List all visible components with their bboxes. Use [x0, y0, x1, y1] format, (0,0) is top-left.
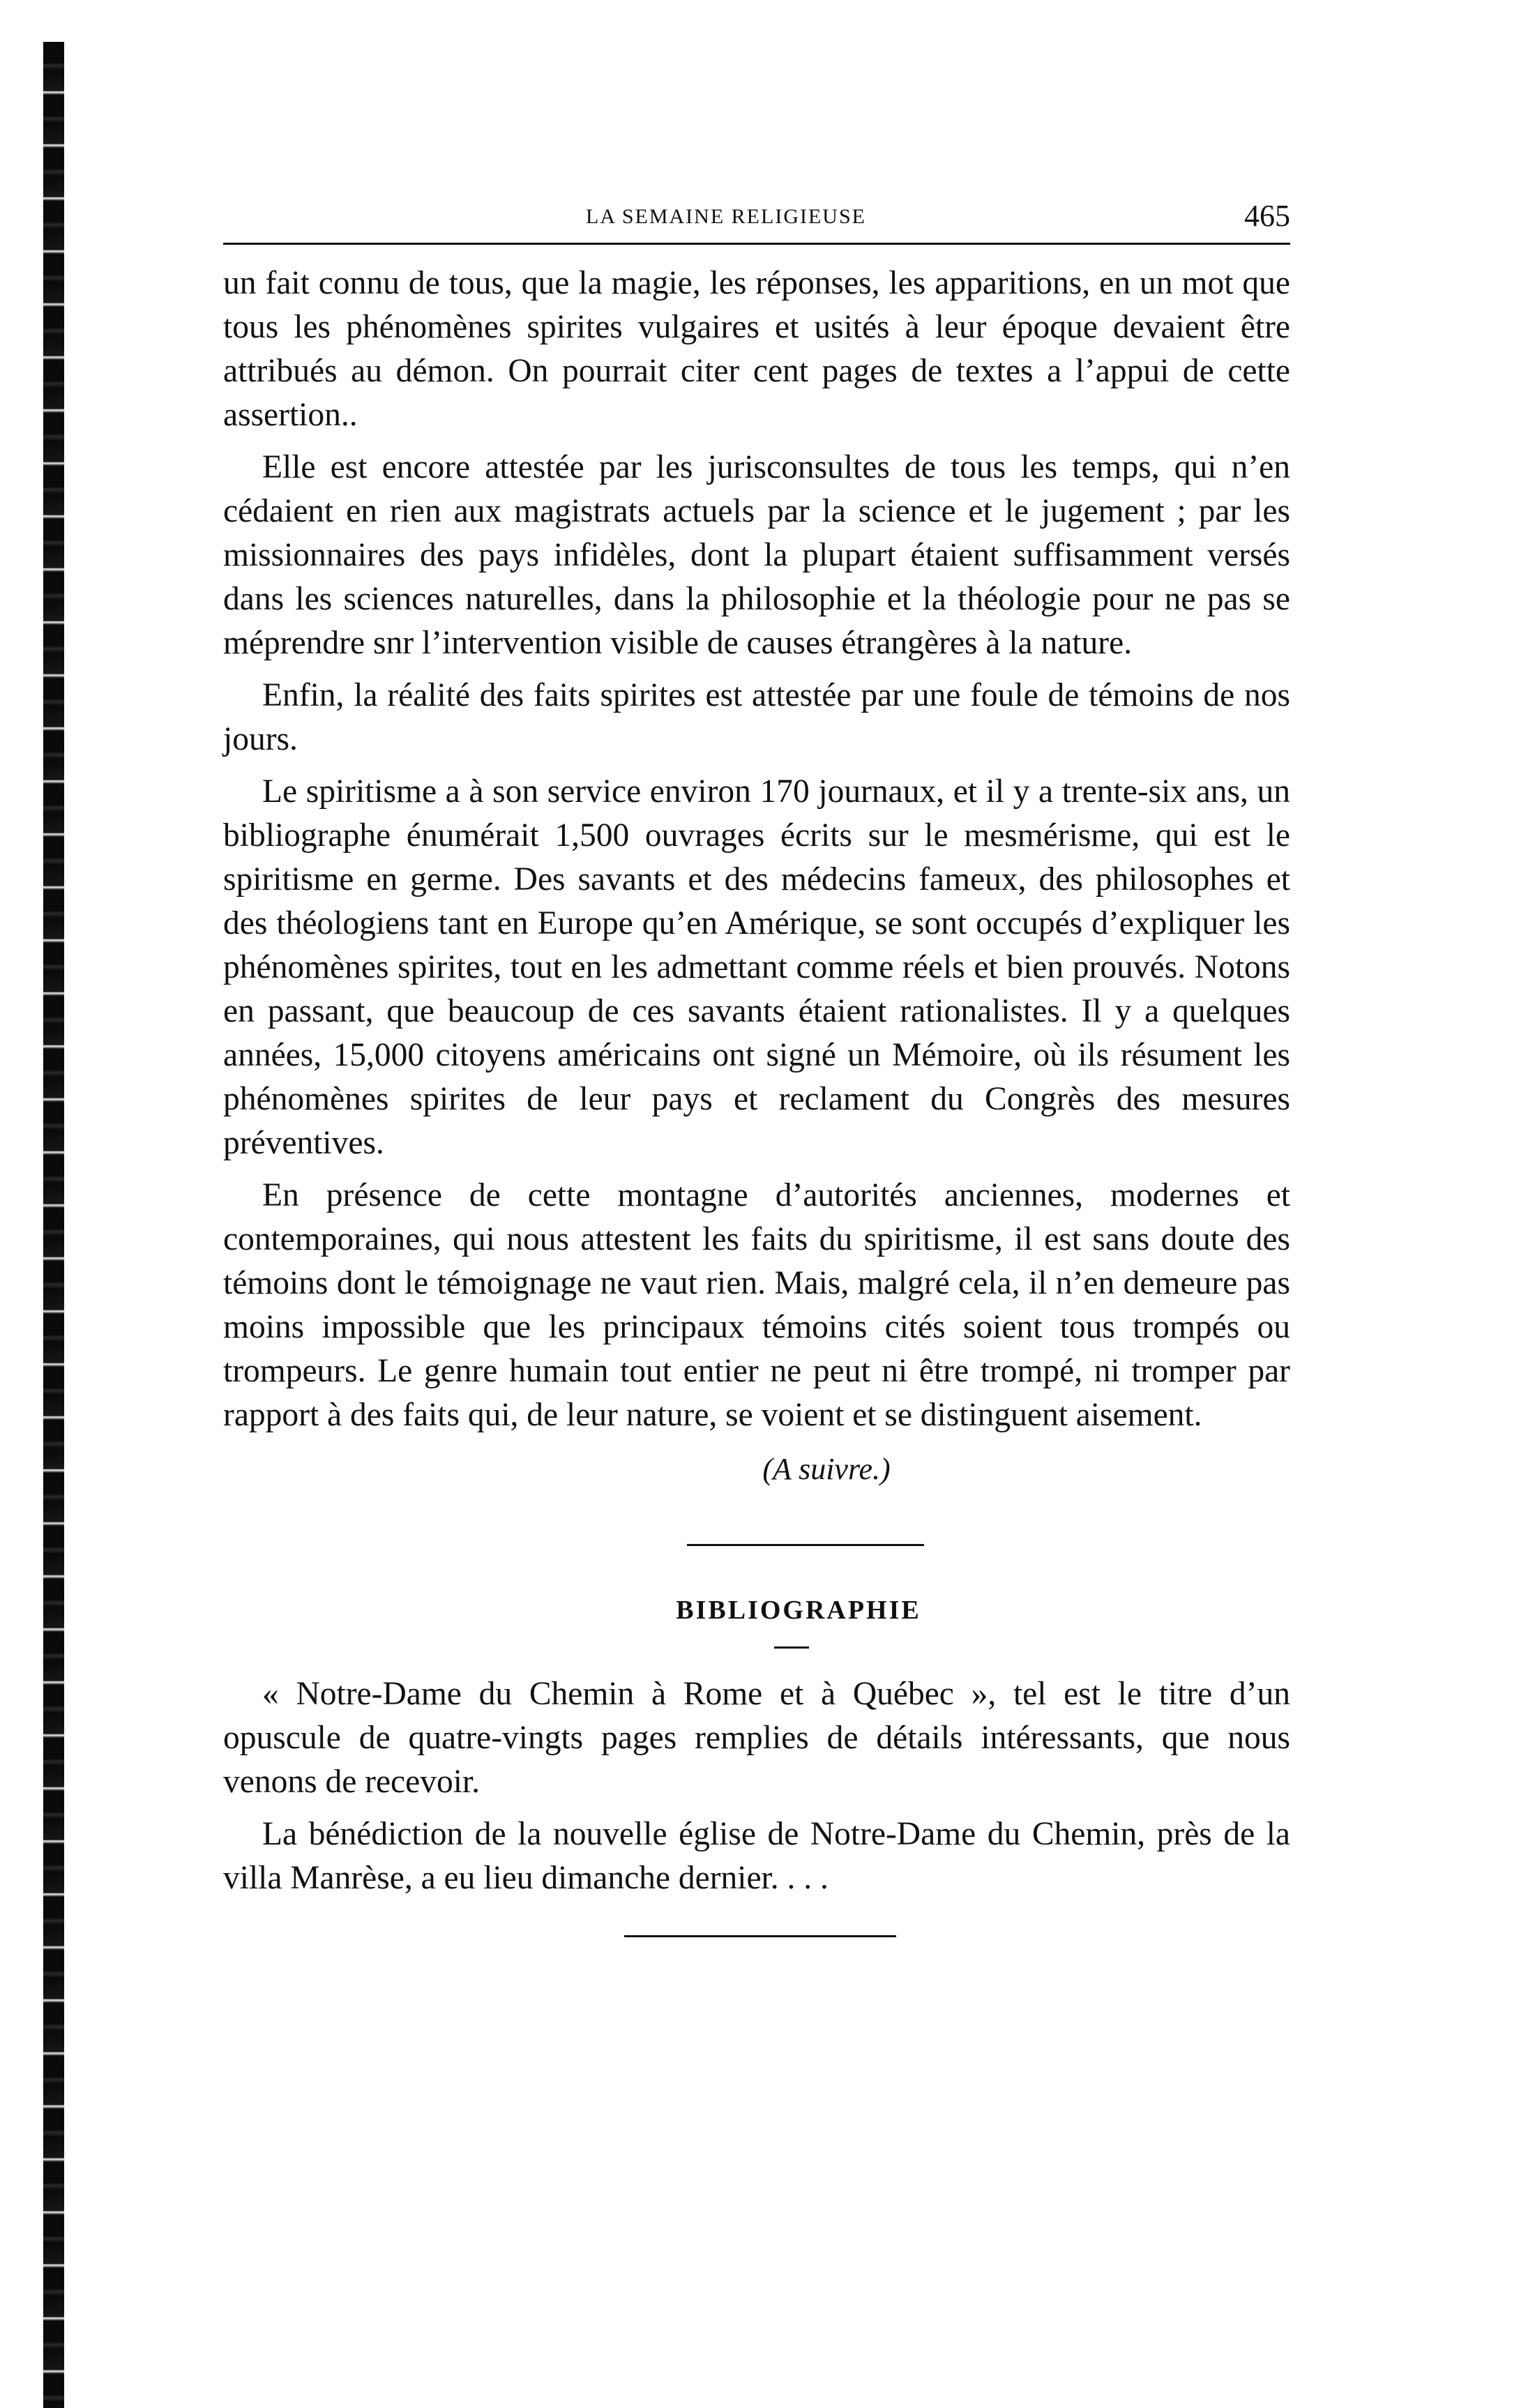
bibliography-paragraph-2: La bénédiction de la nouvelle église de Notre-Dame du Chemin, près de la villa Manrèse, a eu lieu dimanche dernier. . . .	[223, 1816, 1290, 1896]
paragraph-3: Enfin, la réalité des faits spirites est attestée par une foule de témoins de nos jours.	[223, 677, 1290, 757]
section-divider	[687, 1544, 924, 1546]
paragraph-5: En présence de cette montagne d’autorités anciennes, modernes et contemporaines, qui nous attestent les faits du spiritisme, il est sans doute des témoins dont le témoignage ne vaut rien. Mais, malgré cela, il n’en demeure pas moins impossible que les principaux témoins cités soient tous trompés ou trompeurs. Le genre humain tout entier ne peut ni être trompé, ni tromper par rapport à des faits qui, de leur nature, se voient et se distinguent aisement.	[223, 1177, 1290, 1433]
continuation-note: (A suivre.)	[762, 1452, 891, 1486]
end-rule	[624, 1935, 896, 1937]
header-rule	[223, 243, 1290, 245]
paragraph-4: Le spiritisme a à son service environ 170 journaux, et il y a trente-six ans, un bibliographe énumérait 1,500 ouvrages écrits sur le mesmérisme, qui est le spiritisme en germe. Des savants et des médecins fameux, des philosophes et des théologiens tant en Europe qu’en Amérique, se sont occupés d’expliquer les phénomènes spirites, tout en les admettant comme réels et bien prouvés. Notons en passant, que beaucoup de ces savants étaient rationalistes. Il y a quelques années, 15,000 citoyens américains ont signé un Mémoire, où ils résument les phénomènes spirites de leur pays et reclament du Congrès des mesures préventives.	[223, 773, 1290, 1161]
bibliography-title: BIBLIOGRAPHIE	[676, 1596, 921, 1625]
running-title: LA SEMAINE RELIGIEUSE	[586, 205, 866, 228]
title-dash	[774, 1646, 809, 1649]
binding-edge	[43, 42, 64, 2408]
page	[223, 195, 1290, 1937]
paragraph-1: un fait connu de tous, que la magie, les réponses, les apparitions, en un mot que tous les phénomènes spirites vulgaires et usités à leur époque devaient être attribués au démon. On pourrait citer cent pages de textes a l’appui de cette assertion..	[223, 265, 1290, 433]
bibliography-paragraph-1: « Notre-Dame du Chemin à Rome et à Québec », tel est le titre d’un opuscule de quatre-vingts pages remplies de détails intéressants, que nous venons de recevoir.	[223, 1676, 1290, 1800]
page-number: 465	[1244, 199, 1290, 233]
running-head	[223, 195, 1290, 237]
paragraph-2: Elle est encore attestée par les jurisconsultes de tous les temps, qui n’en cédaient en rien aux magistrats actuels par la science et le jugement ; par les missionnaires des pays infidèles, dont la plupart étaient suffisamment versés dans les sciences naturelles, dans la philosophie et la théologie pour ne pas se méprendre snr l’intervention visible de causes étrangères à la nature.	[223, 449, 1290, 661]
